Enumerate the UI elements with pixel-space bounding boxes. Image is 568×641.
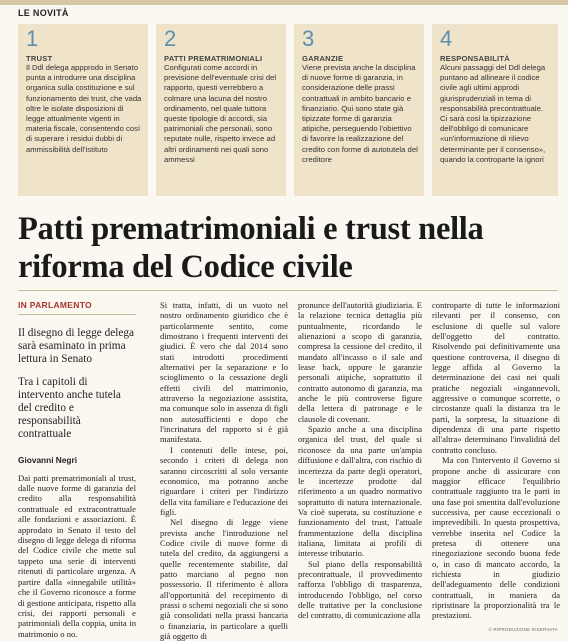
copyright-notice: © RIPRODUZIONE RISERVATA [488, 627, 558, 632]
box-number: 1 [26, 26, 39, 51]
news-boxes [18, 24, 558, 196]
paragraph: Si tratta, infatti, di un vuoto nel nostro ordinamento giuridico che è particolarmente sentito, come dimostrano i frequenti interventi dei giudici. È vero che dal 2014 sono stati introdotti procedimenti alternativi per la separazione e lo scioglimento o la cessazione degli effetti civili del matrimonio, attraverso la negoziazione assistita, ma comunque solo in assenza di figli non autosufficienti e dopo che l'incrinatura del rapporto si è già manifestata. [160, 300, 288, 445]
paragraph: Spazio anche a una disciplina organica del trust, del quale si riconosce da una parte un'ampia diffusione e dall'altra, con rischio di incertezza da parte degli operatori, le incertezze prodotte dal riferimento a un quadro normativo soprattutto di natura internazionale. Va cioè superata, su costituzione e funzionamento del trust, l'attuale frammentazione della disciplina italiana, limitata ai profili di interesse tributario. [298, 424, 422, 559]
article-column-4 [432, 300, 560, 621]
paragraph: I contenuti delle intese, poi, secondo i criteri di delega non saranno circoscritti al solo versante economico, ma potranno anche riguardare i criteri per l'indirizzo della vita familiare e l'educazione dei figli. [160, 444, 288, 517]
paragraph: Sul piano della responsabilità precontrattuale, il provvedimento rafforza l'obbligo di trasparenza, introducendo l'obbligo, nel corso delle trattative per la conclusione del contratto, di comunicazione alla [298, 558, 422, 621]
paragraph: Ma con l'intervento il Governo si propone anche di assicurare con maggior efficace l'equilibrio contrattuale raggiunto tra le parti in una fase poi smentita dall'evoluzione successiva, per cause eccezionali o imprevedibili. In questa prospettiva, verrebbe inserita nel Codice la pretesa di ottenere una rinegoziazione secondo buona fede o, in caso di mancato accordo, la richiesta in giudizio dell'adeguamento delle condizioni contrattuali, in maniera da ripristinare la proporzionalità tra le prestazioni. [432, 455, 560, 621]
article-kicker: IN PARLAMENTO [18, 300, 136, 315]
article-byline: Giovanni Negri [18, 454, 78, 465]
box-number: 4 [440, 26, 453, 51]
box-title: PATTI PREMATRIMONIALI [164, 54, 263, 63]
box-title: RESPONSABILITÀ [440, 54, 510, 63]
paragraph: controparte di tutte le informazioni rilevanti per il consenso, con esclusione di quelle sul valore dell'oggetto del contratto. Risolvendo poi definitivamente una questione controversa, il disegno di legge affida al Governo la determinazione dei casi nei quali pratiche negoziali «ingannevoli, aggressive o comunque scorrette, o circostanze quali la distanza tra le parti, la sorpresa, la situazione di dipendenza di una parte rispetto all'altra» determinano l'invalidità del contratto concluso. [432, 300, 560, 455]
news-box-garanzie [294, 24, 424, 196]
box-number: 2 [164, 26, 177, 51]
article-column-2 [160, 300, 288, 641]
article-headline: Patti prematrimoniali e trust nella riforma del Codice civile [18, 211, 484, 285]
box-body: Configurati come accordi in previsione dell'eventuale crisi del rapporto, questi verrebbero a colmare una lacuna del nostro ordinamento, nel quale tuttora queste tipologie di accordi, sia patrimoniali che personali, sono reputate nulle, rispetto invece ad altri ordinamenti nei quali sono ammessi [164, 63, 277, 164]
article-lead: Dai patti prematrimoniali al trust, dalle nuove forme di garanzia del credito alla responsabilità contrattuale ed extracontrattuale alle fondazioni e associazioni. È approdato in Senato il testo del disegno di legge delega di riforma del Codice civile che mette sul tappeto una serie di interventi ritenuti di particolare urgenza. A partire dalla «innegabile utilità» che il Governo riconosce a forme di gestione anticipata, rispetto alla crisi, dei rapporti personali e patrimoniali della coppia, unita in matrimonio o no. [18, 472, 136, 639]
box-body: Il Ddl delega appprodo in Senato punta a introdurre una disciplina organica sulla costituzione e sul funzionamento dei trust, che vada oltre le isolate disposizioni di legge attualmente vigenti in materia fiscale, consentendo così di superare i residui dubbi di ammissibilità dell'istituto [26, 63, 142, 154]
paragraph: pronunce dell'autorità giudiziaria. E la relazione tecnica dettaglia più puntualmente, ricordando le alienazioni a scopo di garanzia, compresa la cessione del credito, il mandato all'incasso o il sale and lease back, oppure le garanzie personali atipiche, soprattutto il contratto autonomo di garanzia, ma anche le più controverse figure della lettera di patronage e le clausole di covenant. [298, 300, 422, 424]
article-summary-1: Il disegno di legge delega sarà esaminato in prima lettura in Senato [18, 327, 135, 366]
news-box-patti [156, 24, 286, 196]
top-color-bar [0, 0, 568, 5]
box-body: Alcuni passaggi del Ddl delega puntano ad allineare il codice civile agli ultimi approdi giurisprudenziali in tema di responsabilità precontrattuale. Ci sarà così la tipizzazione dell'obbligo di comunicare «un'informazione di rilievo determinante per il consenso», quando la controparte la ignori [440, 63, 546, 164]
box-title: GARANZIE [302, 54, 344, 63]
box-number: 3 [302, 26, 315, 51]
news-box-trust [18, 24, 148, 196]
box-title: TRUST [26, 54, 53, 63]
paragraph: Nel disegno di legge viene prevista anche l'introduzione nel Codice civile di nuove forme di tutela del credito, da aggiungersi a quelle recentemente stabilite, dal patto marciano al pegno non possessorio. Il riferimento è allora all'opportunità del recepimento di prassi o schemi negoziali che si sono già consolidati nella prassi bancaria o finanziaria, in particolare a quelli già oggetto di [160, 517, 288, 641]
news-box-responsabilita [432, 24, 558, 196]
article-sidebar [18, 300, 136, 639]
box-body: Viene prevista anche la disciplina di nuove forme di garanzia, in considerazione delle prassi contrattuali in ambito bancario e finanziario. Qui sono state già tipizzate forme di garanzia atipiche, perseguendo l'obiettivo di favorire la realizzazione del credito con forme di autotutela del creditore [302, 63, 418, 164]
article-column-3 [298, 300, 422, 621]
article-summary-2: Tra i capitoli di intervento anche tutela del credito e responsabilità contrattuale [18, 375, 121, 441]
section-label: LE NOVITÀ [18, 8, 69, 18]
headline-divider [18, 290, 558, 291]
